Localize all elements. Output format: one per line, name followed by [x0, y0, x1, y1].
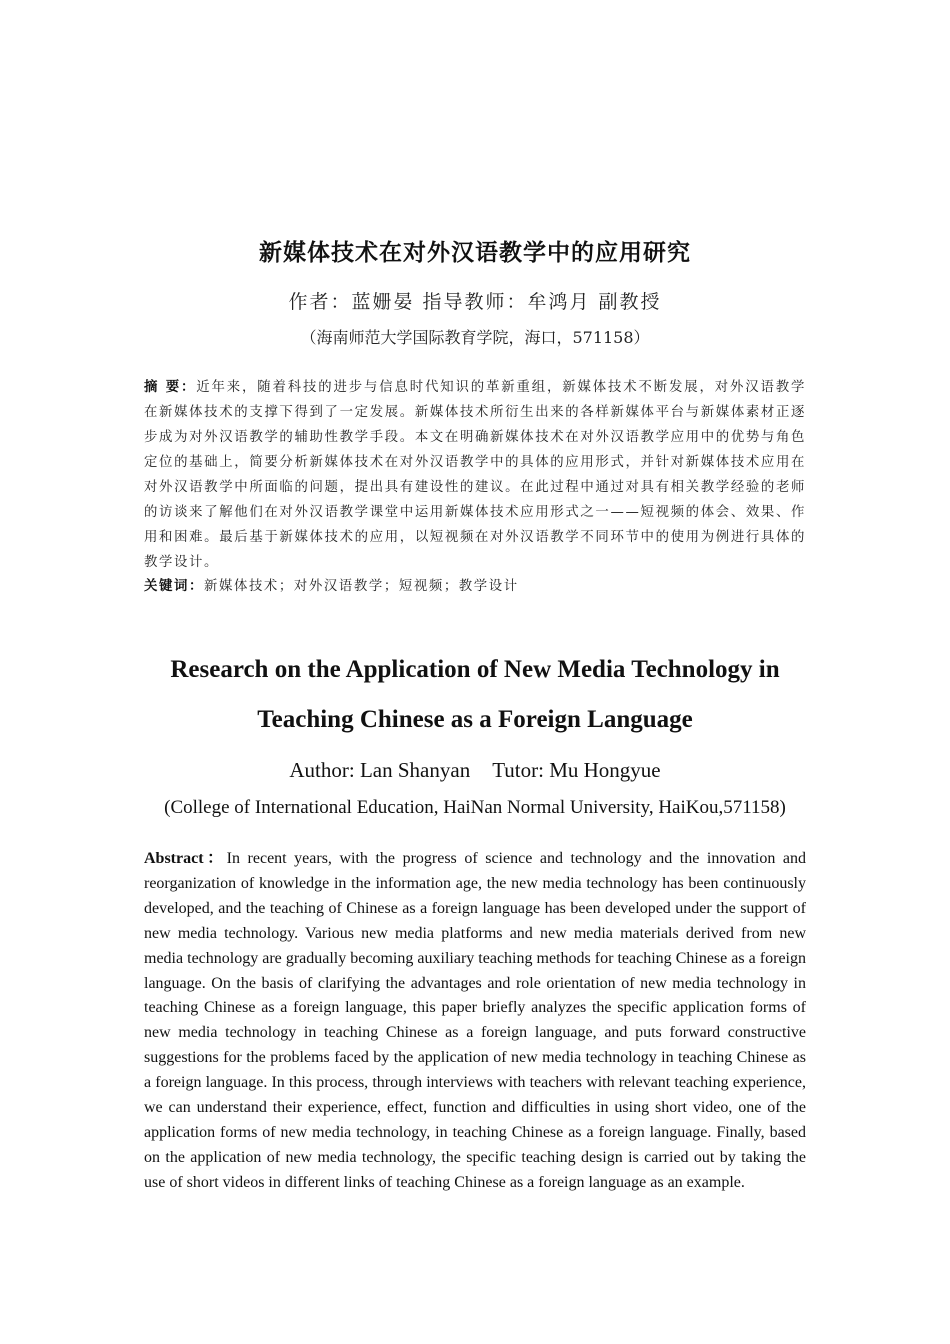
english-author-line	[0, 758, 950, 783]
chinese-author-line: 作者：蓝姗晏 指导教师：牟鸿月 副教授	[288, 291, 662, 313]
english-abstract	[144, 847, 806, 1196]
english-tutor: Tutor: Mu Hongyue	[492, 758, 661, 782]
english-abstract-label: Abstract：	[144, 850, 227, 867]
english-title-line-2: Teaching Chinese as a Foreign Language	[257, 706, 693, 733]
english-title-line-1: Research on the Application of New Media Technology in	[170, 656, 780, 683]
english-abstract-text: In recent years, with the progress of science and technology and the innovation and reorganization of knowledge in the information age, the new media technology has been continuously developed, and the teaching of Chinese as a foreign language has been developed under the support of new media technology. Various new media platforms and new media materials derived from new media technology are gradually becoming auxiliary teaching methods for teaching Chinese as a foreign language. On the basis of clarifying the advantages and role orientation of new media technology in teaching Chinese as a foreign language, this paper briefly analyzes the specific application forms of new media technology in teaching Chinese as a foreign language, and puts forward constructive suggestions for the problems faced by the application of new media technology in teaching Chinese as a foreign language. In this process, through interviews with teachers with relevant teaching experience, we can understand their experience, effect, function and difficulties in using short video, one of the application forms of new media technology, in teaching Chinese as a foreign language. Finally, based on the application of new media technology, the specific teaching design is carried out by taking the use of short videos in different links of teaching Chinese as a foreign language as an example.	[144, 850, 807, 1191]
chinese-affiliation: （海南师范大学国际教育学院，海口，571158）	[300, 328, 650, 347]
english-affiliation: (College of International Education, HaiNan Normal University, HaiKou,571158)	[164, 797, 786, 818]
chinese-keywords	[144, 574, 806, 599]
english-author: Author: Lan Shanyan	[289, 758, 471, 782]
chinese-keywords-label: 关键词：	[144, 579, 204, 594]
chinese-keywords-text: 新媒体技术；对外汉语教学；短视频；教学设计	[203, 579, 519, 594]
chinese-abstract	[144, 375, 806, 575]
chinese-abstract-text: 近年来，随着科技的进步与信息时代知识的革新重组，新媒体技术不断发展，对外汉语教学在新媒体技术的支撑下得到了一定发展。新媒体技术所衍生出来的各样新媒体平台与新媒体素材正逐步成为对外汉语教学的辅助性教学手段。本文在明确新媒体技术在对外汉语教学应用中的优势与角色定位的基础上，简要分析新媒体技术在对外汉语教学中的具体的应用形式，并针对新媒体技术应用在对外汉语教学中所面临的问题，提出具有建设性的建议。在此过程中通过对具有相关教学经验的老师的访谈来了解他们在对外汉语教学课堂中运用新媒体技术应用形式之一——短视频的体会、效果、作用和困难。最后基于新媒体技术的应用，以短视频在对外汉语教学不同环节中的使用为例进行具体的教学设计。	[144, 380, 807, 570]
chinese-abstract-label: 摘 要：	[144, 380, 197, 395]
chinese-title: 新媒体技术在对外汉语教学中的应用研究	[259, 239, 691, 266]
